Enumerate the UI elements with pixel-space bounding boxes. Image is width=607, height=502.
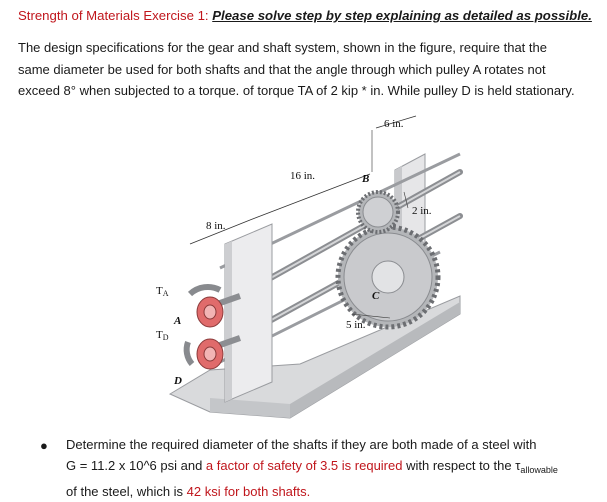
statement-line-2: same diameter be used for both shafts and that the angle through which pulley A rotates not — [18, 61, 546, 77]
safety-factor-text: a factor of safety of 3.5 is required — [205, 458, 403, 473]
gear-shaft-figure — [140, 112, 480, 428]
label-a: A — [174, 315, 182, 327]
pulley-a — [197, 297, 223, 327]
heading-instruction: Please solve step by step explaining as detailed as possible. — [212, 8, 592, 23]
label-2in: 2 in. — [412, 205, 432, 217]
label-6in: 6 in. — [384, 118, 404, 130]
problem-statement — [18, 37, 590, 102]
label-ta — [156, 285, 169, 298]
statement-line-3: exceed 8° when subjected to a torque. of torque TA of 2 kip * in. While pulley D is held stationary. — [18, 83, 575, 98]
gear-shaft-diagram — [140, 112, 480, 428]
bullet-line-2 — [66, 455, 590, 481]
torque-td-arrow — [187, 342, 192, 364]
label-td-sub: D — [162, 333, 169, 342]
label-d: D — [174, 375, 182, 387]
bullet-line-1: Determine the required diameter of the shafts if they are both made of a steel with — [66, 437, 537, 452]
statement-line-1: The design specifications for the gear and shaft system, shown in the figure, require that the — [18, 40, 547, 55]
gear-b-body — [363, 197, 393, 227]
allowable-stress-text: 42 ksi for both shafts. — [186, 484, 311, 499]
gear-b — [358, 192, 398, 232]
torque-ta-arrow — [190, 287, 220, 294]
gear-c-hub — [372, 261, 404, 293]
label-ta-main: T — [156, 285, 163, 297]
question-bullet — [66, 434, 590, 502]
gear-c — [338, 227, 438, 327]
heading-prefix: Strength of Materials Exercise 1: — [18, 8, 213, 23]
label-ta-sub: A — [162, 289, 169, 298]
label-b: B — [362, 173, 370, 185]
label-c: C — [372, 290, 380, 302]
left-bracket-edge — [225, 241, 232, 402]
bullet-line-2-b: with respect to the τ — [402, 458, 521, 473]
bullet-marker: ● — [40, 438, 48, 453]
pulley-d-center — [204, 347, 216, 361]
pulley-a-center — [204, 305, 216, 319]
exercise-heading — [18, 8, 592, 23]
label-16in: 16 in. — [290, 170, 316, 182]
bullet-line-3-a: of the steel, which is — [66, 484, 187, 499]
left-bracket — [225, 224, 272, 402]
bullet-line-2-a: G = 11.2 x 10^6 psi and — [66, 458, 206, 473]
pulley-d — [197, 339, 223, 369]
label-td-main: T — [156, 329, 163, 341]
label-5in: 5 in. — [346, 319, 366, 331]
label-8in: 8 in. — [206, 220, 226, 232]
tau-subscript: allowable — [520, 465, 558, 475]
label-td — [156, 329, 169, 342]
